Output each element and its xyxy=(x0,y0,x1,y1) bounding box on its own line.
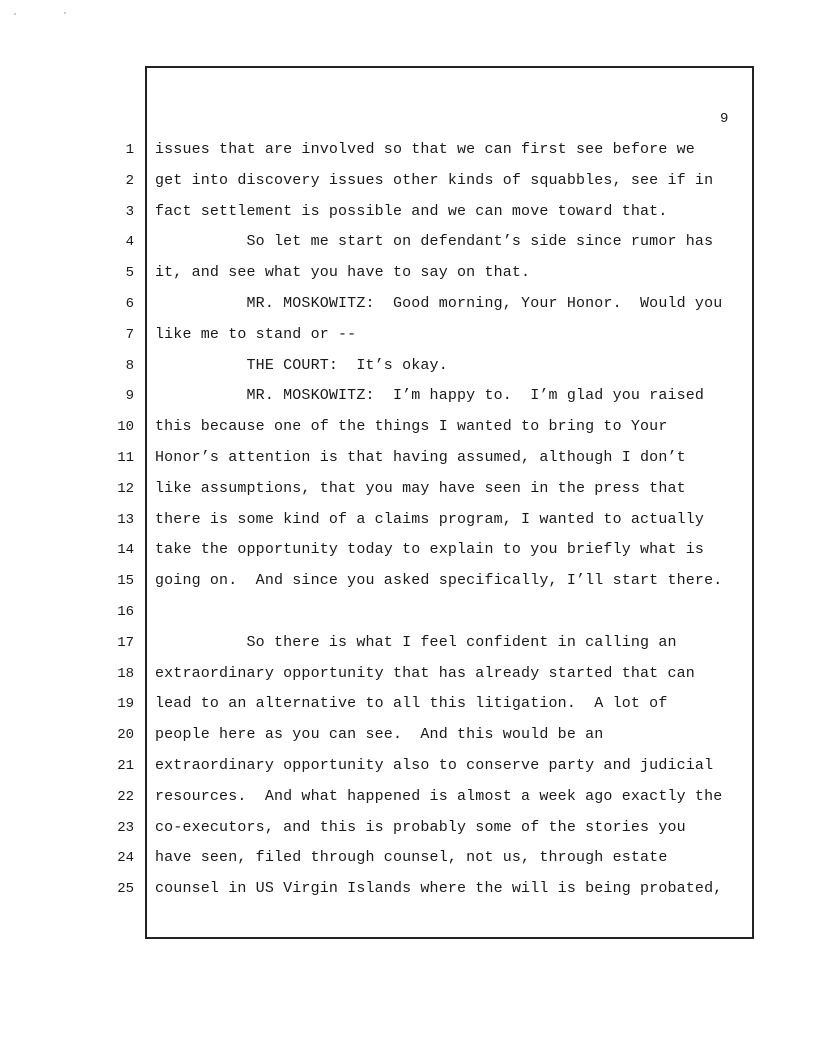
line-number: 4 xyxy=(125,234,134,251)
line-number: 1 xyxy=(125,142,134,158)
line-number: 15 xyxy=(117,573,134,590)
scan-speck xyxy=(64,12,66,14)
line-number: 14 xyxy=(117,542,134,559)
transcript-line: take the opportunity today to explain to you briefly what is xyxy=(155,541,705,559)
transcript-line: So let me start on defendant’s side since rumor has xyxy=(155,233,714,251)
transcript-line: Honor’s attention is that having assumed, although I don’t xyxy=(155,449,686,466)
transcript-line: counsel in US Virgin Islands where the will is being probated, xyxy=(155,880,723,898)
transcript-line: extraordinary opportunity also to conserve party and judicial xyxy=(155,757,714,774)
scan-speck xyxy=(14,13,16,15)
line-number: 10 xyxy=(117,419,134,436)
transcript-line: it, and see what you have to say on that. xyxy=(155,264,531,282)
line-number: 21 xyxy=(117,758,134,774)
transcript-line: co-executors, and this is probably some of the stories you xyxy=(155,818,686,836)
transcript-line: there is some kind of a claims program, I wanted to actually xyxy=(155,510,705,528)
transcript-frame xyxy=(145,66,754,939)
page-number: 9 xyxy=(720,111,729,127)
line-number: 7 xyxy=(125,326,134,343)
transcript-line: like assumptions, that you may have seen in the press that xyxy=(155,479,686,497)
transcript-line: resources. And what happened is almost a week ago exactly the xyxy=(155,787,723,805)
transcript-line: MR. MOSKOWITZ: I’m happy to. I’m glad you raised xyxy=(155,387,705,405)
line-number: 11 xyxy=(117,450,134,466)
transcript-line: MR. MOSKOWITZ: Good morning, Your Honor. Would you xyxy=(155,295,723,312)
line-number: 6 xyxy=(125,296,134,312)
line-number: 3 xyxy=(125,203,134,220)
line-number: 23 xyxy=(117,819,134,836)
line-number: 25 xyxy=(117,881,134,898)
line-number: 16 xyxy=(117,604,134,620)
line-number: 22 xyxy=(117,788,134,805)
transcript-line: extraordinary opportunity that has already started that can xyxy=(155,664,695,682)
line-number: 18 xyxy=(117,665,134,682)
transcript-line: issues that are involved so that we can first see before we xyxy=(155,141,695,158)
transcript-line: like me to stand or -- xyxy=(155,325,357,343)
transcript-line: THE COURT: It’s okay. xyxy=(155,356,448,374)
line-number: 17 xyxy=(117,634,134,651)
transcript-line: get into discovery issues other kinds of squabbles, see if in xyxy=(155,171,714,189)
transcript-line: this because one of the things I wanted to bring to Your xyxy=(155,418,668,436)
line-number: 24 xyxy=(117,850,134,867)
transcript-line: people here as you can see. And this would be an xyxy=(155,726,604,744)
line-number: 20 xyxy=(117,727,134,744)
line-number: 8 xyxy=(125,357,134,374)
transcript-line: have seen, filed through counsel, not us, through estate xyxy=(155,849,668,867)
transcript-line: fact settlement is possible and we can move toward that. xyxy=(155,202,668,220)
transcript-line: lead to an alternative to all this litigation. A lot of xyxy=(155,695,668,713)
line-number: 13 xyxy=(117,511,134,528)
line-number: 2 xyxy=(125,172,134,189)
line-number: 12 xyxy=(117,480,134,497)
line-number: 9 xyxy=(125,388,134,405)
line-number: 19 xyxy=(117,696,134,713)
transcript-line: going on. And since you asked specifically, I’ll start there. xyxy=(155,572,723,590)
transcript-line: So there is what I feel confident in calling an xyxy=(155,633,677,651)
line-number: 5 xyxy=(125,265,134,282)
